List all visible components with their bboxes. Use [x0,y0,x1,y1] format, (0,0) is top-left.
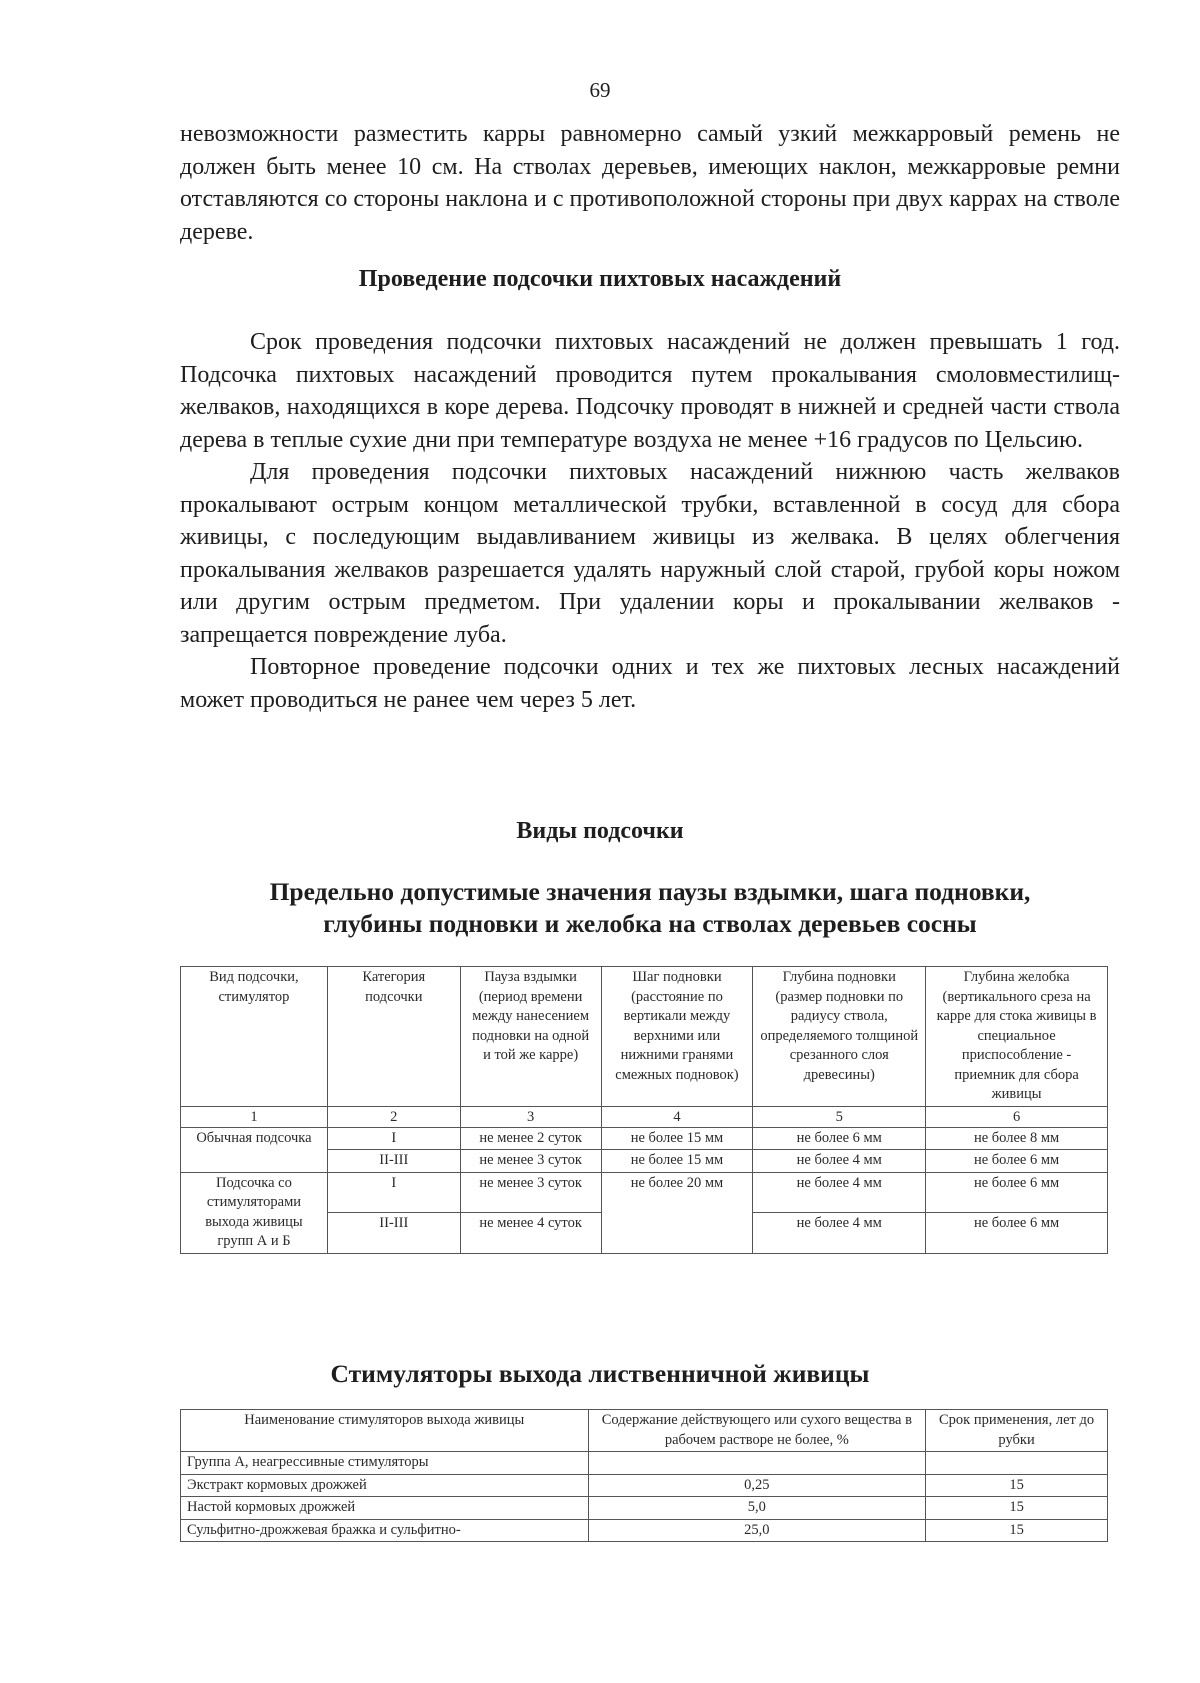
group-row [181,1452,1108,1475]
intro-paragraph: невозможности разместить карры равномерно самый узкий межкарровый ремень не должен быть менее 10 см. На стволах деревьев, имеющих наклон, межкарровые ремни отставляются со стороны наклона и с противоположной стороны при двух каррах на стволе дереве. [180,121,1120,245]
table-header: Наименование стимуляторов выхода живицы [181,1410,589,1452]
tapping-type-cell: Подсочка со стимуляторами выхода живицы групп А и Б [181,1172,328,1253]
pause-cell: не менее 3 суток [460,1172,601,1213]
empty-cell [926,1452,1108,1475]
category-cell: II-III [327,1150,460,1173]
column-number: 1 [181,1106,328,1127]
table-row [181,1497,1108,1520]
depth-cell: не более 4 мм [753,1213,926,1254]
table-header: Пауза вздымки (период времени между нанесением подновки на одной и той же карре) [460,967,601,1107]
paragraph: Повторное проведение подсочки одних и тех же пихтовых лесных насаждений может проводиться не ранее чем через 5 лет. [180,654,1120,713]
table-header: Срок применения, лет до рубки [926,1410,1108,1452]
pause-cell: не менее 4 суток [460,1213,601,1254]
intro-text [180,118,1120,248]
table-header: Глубина подновки (размер подновки по радиусу ствола, определяемого толщиной срезанного слоя древесины) [753,967,926,1107]
category-cell: I [327,1127,460,1150]
larch-stimulators-table [180,1409,1108,1542]
table-row [181,1127,1108,1150]
table-row [181,1172,1108,1213]
table-header: Категория подсочки [327,967,460,1107]
pause-cell: не менее 3 суток [460,1150,601,1173]
step-cell: не более 15 мм [601,1150,753,1173]
table-header: Вид подсочки, стимулятор [181,967,328,1107]
page-number: 69 [589,78,611,102]
groove-cell: не более 6 мм [926,1213,1108,1254]
groove-cell: не более 6 мм [926,1172,1108,1213]
table-header: Шаг подновки (расстояние по вертикали между верхними или нижними гранями смежных подновок) [601,967,753,1107]
depth-cell: не более 4 мм [753,1150,926,1173]
column-number: 6 [926,1106,1108,1127]
table1-title-line2: глубины подновки и желобка на стволах деревьев сосны [323,909,977,938]
table-row [181,1519,1108,1542]
stimulator-name-cell: Сульфитно-дрожжевая бражка и сульфитно- [181,1519,589,1542]
column-number: 2 [327,1106,460,1127]
section-heading-larch: Стимуляторы выхода лиственничной живицы [330,1359,870,1388]
depth-cell: не более 6 мм [753,1127,926,1150]
content-cell: 0,25 [588,1474,926,1497]
table-header: Содержание действующего или сухого вещества в рабочем растворе не более, % [588,1410,926,1452]
column-number-row [181,1106,1108,1127]
table-header-row [181,1410,1108,1452]
content-cell: 25,0 [588,1519,926,1542]
fir-section-body [180,326,1120,716]
stimulator-name-cell: Экстракт кормовых дрожжей [181,1474,589,1497]
column-number: 4 [601,1106,753,1127]
table1-title [180,876,1120,940]
term-cell: 15 [926,1519,1108,1542]
step-cell: не более 20 мм [601,1172,753,1253]
depth-cell: не более 4 мм [753,1172,926,1213]
pause-cell: не менее 2 суток [460,1127,601,1150]
step-cell: не более 15 мм [601,1127,753,1150]
term-cell: 15 [926,1497,1108,1520]
section-heading-types: Виды подсочки [516,818,684,844]
category-cell: II-III [327,1213,460,1254]
content-cell: 5,0 [588,1497,926,1520]
paragraph: Для проведения подсочки пихтовых насаждений нижнюю часть желваков прокалывают острым концом металлической трубки, вставленной в сосуд для сбора живицы, с последующим выдавливанием живицы из желвака. В целях облегчения прокалывания желваков разрешается удалять наружный слой старой, грубой коры ножом или другим острым предметом. При удалении коры и прокалывании желваков - запрещается повреждение луба. [180,459,1120,648]
empty-cell [588,1452,926,1475]
table-header: Глубина желобка (вертикального среза на карре для стока живицы в специальное приспособление - приемник для сбора живицы [926,967,1108,1107]
groove-cell: не более 6 мм [926,1150,1108,1173]
column-number: 3 [460,1106,601,1127]
tapping-limits-table [180,966,1108,1254]
group-label: Группа А, неагрессивные стимуляторы [181,1452,589,1475]
term-cell: 15 [926,1474,1108,1497]
table1-title-line1: Предельно допустимые значения паузы вздымки, шага подновки, [269,877,1031,906]
column-number: 5 [753,1106,926,1127]
stimulator-name-cell: Настой кормовых дрожжей [181,1497,589,1520]
tapping-type-cell: Обычная подсочка [181,1127,328,1172]
table-header-row [181,967,1108,1107]
category-cell: I [327,1172,460,1213]
section-heading-fir: Проведение подсочки пихтовых насаждений [358,266,842,292]
table-row [181,1474,1108,1497]
paragraph: Срок проведения подсочки пихтовых насаждений не должен превышать 1 год. Подсочка пихтовых насаждений проводится путем прокалывания смоловместилищ-желваков, находящихся в коре дерева. Подсочку проводят в нижней и средней части ствола дерева в теплые сухие дни при температуре воздуха не менее +16 градусов по Цельсию. [180,329,1120,453]
groove-cell: не более 8 мм [926,1127,1108,1150]
